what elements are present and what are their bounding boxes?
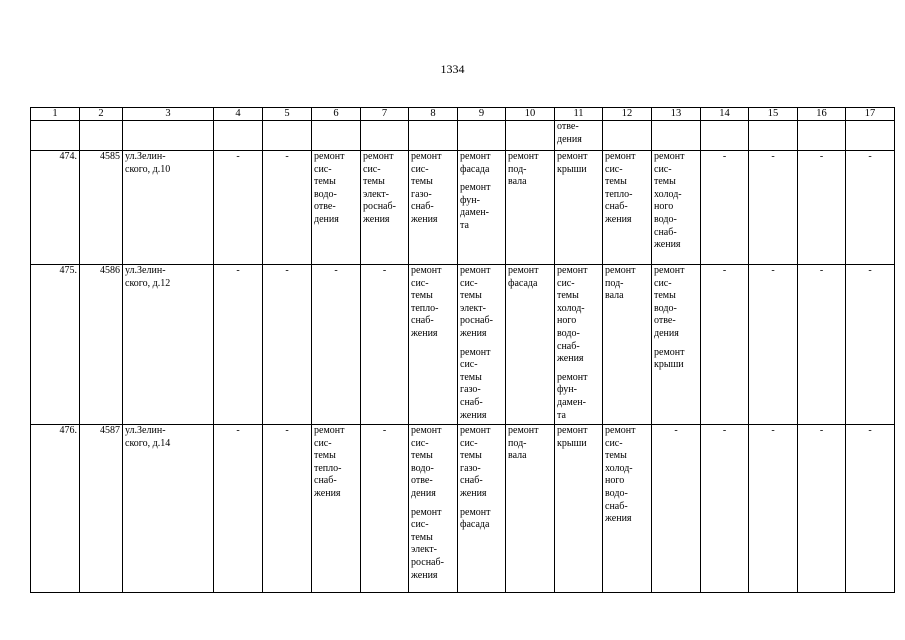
- continuation-cell-7: [361, 121, 409, 151]
- table-row: [31, 151, 895, 265]
- page-number: 1334: [440, 62, 465, 76]
- table-row: [31, 265, 895, 425]
- continuation-cell-5: [263, 121, 312, 151]
- continued-work-text: отве- дения: [557, 121, 582, 145]
- empty-cell-col-17: -: [846, 425, 895, 593]
- building-code: 4587: [80, 425, 123, 593]
- continuation-cell-6: [312, 121, 361, 151]
- work-cell-col-11: [555, 425, 603, 593]
- continuation-cell-16: [798, 121, 846, 151]
- work-item: ремонт сис- темы холод- ного водо- снаб- жения: [605, 425, 636, 525]
- work-item: ремонт сис- темы холод- ного водо- снаб- жения: [654, 151, 685, 251]
- work-item: ремонт сис- темы тепло- снаб- жения: [605, 151, 636, 225]
- work-cell-col-9: [458, 425, 506, 593]
- work-cell-col-11: [555, 151, 603, 265]
- column-header-4: 4: [214, 108, 263, 121]
- empty-cell-col-6: -: [312, 265, 361, 425]
- empty-cell-col-5: -: [263, 425, 312, 593]
- column-header-15: 15: [749, 108, 798, 121]
- row-number: 476.: [31, 425, 80, 593]
- continuation-cell-12: [603, 121, 652, 151]
- work-cell-col-10: [506, 425, 555, 593]
- work-cell-col-6: [312, 151, 361, 265]
- continuation-cell-3: [123, 121, 214, 151]
- work-item: ремонт под- вала: [605, 265, 636, 302]
- column-number-row: [31, 108, 895, 121]
- work-item: ремонт под- вала: [508, 425, 539, 462]
- continuation-cell-13: [652, 121, 701, 151]
- work-item: ремонт крыши: [557, 151, 588, 175]
- work-cell-col-10: [506, 265, 555, 425]
- work-cell-col-6: [312, 425, 361, 593]
- work-item: ремонт сис- темы водо- отве- дения: [654, 265, 685, 339]
- continuation-cell-2: [80, 121, 123, 151]
- work-item: ремонт сис- темы элект- роснаб- жения: [363, 151, 396, 225]
- work-item: ремонт сис- темы водо- отве- дения: [314, 151, 345, 225]
- continuation-cell-17: [846, 121, 895, 151]
- work-cell-col-8: [409, 265, 458, 425]
- empty-cell-col-16: -: [798, 265, 846, 425]
- empty-cell-col-5: -: [263, 151, 312, 265]
- column-header-3: 3: [123, 108, 214, 121]
- continuation-cell-11: [555, 121, 603, 151]
- work-item: ремонт сис- темы элект- роснаб- жения: [460, 265, 493, 339]
- work-item: ремонт сис- темы элект- роснаб- жения: [411, 506, 444, 581]
- work-item: ремонт фасада: [460, 151, 491, 175]
- continuation-cell-1: [31, 121, 80, 151]
- work-cell-col-7: [361, 151, 409, 265]
- empty-cell-col-4: -: [214, 151, 263, 265]
- work-cell-col-13: [652, 265, 701, 425]
- work-cell-col-12: [603, 265, 652, 425]
- building-address: ул.Зелин- ского, д.14: [123, 425, 214, 593]
- table-row: [31, 425, 895, 593]
- work-cell-col-9: [458, 151, 506, 265]
- work-cell-col-11: [555, 265, 603, 425]
- work-item: ремонт фасада: [460, 506, 491, 531]
- building-code: 4586: [80, 265, 123, 425]
- work-cell-col-8: [409, 151, 458, 265]
- work-item: ремонт фасада: [508, 265, 539, 289]
- column-header-8: 8: [409, 108, 458, 121]
- column-header-5: 5: [263, 108, 312, 121]
- column-header-14: 14: [701, 108, 749, 121]
- work-item: ремонт крыши: [654, 346, 685, 371]
- empty-cell-col-14: -: [701, 151, 749, 265]
- empty-cell-col-14: -: [701, 425, 749, 593]
- continuation-row: [31, 121, 895, 151]
- building-address: ул.Зелин- ского, д.10: [123, 151, 214, 265]
- work-item: ремонт сис- темы газо- снаб- жения: [411, 151, 442, 225]
- column-header-1: 1: [31, 108, 80, 121]
- column-header-12: 12: [603, 108, 652, 121]
- continuation-cell-4: [214, 121, 263, 151]
- empty-cell-col-16: -: [798, 425, 846, 593]
- work-item: ремонт сис- темы тепло- снаб- жения: [411, 265, 442, 339]
- continuation-cell-15: [749, 121, 798, 151]
- empty-cell-col-16: -: [798, 151, 846, 265]
- work-item: ремонт крыши: [557, 425, 588, 449]
- work-item: ремонт фун- дамен- та: [557, 371, 588, 421]
- empty-cell-col-14: -: [701, 265, 749, 425]
- row-number: 474.: [31, 151, 80, 265]
- continuation-cell-10: [506, 121, 555, 151]
- column-header-10: 10: [506, 108, 555, 121]
- column-header-13: 13: [652, 108, 701, 121]
- work-item: ремонт сис- темы холод- ного водо- снаб- жения: [557, 265, 588, 365]
- work-cell-col-13: [652, 151, 701, 265]
- continuation-cell-8: [409, 121, 458, 151]
- work-cell-col-8: [409, 425, 458, 593]
- empty-cell-col-17: -: [846, 151, 895, 265]
- building-address: ул.Зелин- ского, д.12: [123, 265, 214, 425]
- empty-cell-col-13: -: [652, 425, 701, 593]
- column-header-2: 2: [80, 108, 123, 121]
- work-item: ремонт сис- темы тепло- снаб- жения: [314, 425, 345, 499]
- work-cell-col-12: [603, 151, 652, 265]
- work-item: ремонт сис- темы водо- отве- дения: [411, 425, 442, 499]
- empty-cell-col-4: -: [214, 425, 263, 593]
- work-item: ремонт сис- темы газо- снаб- жения: [460, 346, 491, 421]
- column-header-7: 7: [361, 108, 409, 121]
- empty-cell-col-4: -: [214, 265, 263, 425]
- empty-cell-col-15: -: [749, 265, 798, 425]
- continuation-cell-9: [458, 121, 506, 151]
- empty-cell-col-7: -: [361, 265, 409, 425]
- continuation-cell-14: [701, 121, 749, 151]
- work-item: ремонт под- вала: [508, 151, 539, 188]
- work-item: ремонт сис- темы газо- снаб- жения: [460, 425, 491, 499]
- column-header-6: 6: [312, 108, 361, 121]
- empty-cell-col-5: -: [263, 265, 312, 425]
- column-header-17: 17: [846, 108, 895, 121]
- row-number: 475.: [31, 265, 80, 425]
- empty-cell-col-7: -: [361, 425, 409, 593]
- column-header-11: 11: [555, 108, 603, 121]
- column-header-16: 16: [798, 108, 846, 121]
- empty-cell-col-17: -: [846, 265, 895, 425]
- work-cell-col-9: [458, 265, 506, 425]
- work-item: ремонт фун- дамен- та: [460, 182, 491, 231]
- building-code: 4585: [80, 151, 123, 265]
- repair-schedule-table: [30, 107, 895, 593]
- column-header-9: 9: [458, 108, 506, 121]
- work-cell-col-12: [603, 425, 652, 593]
- empty-cell-col-15: -: [749, 425, 798, 593]
- empty-cell-col-15: -: [749, 151, 798, 265]
- work-cell-col-10: [506, 151, 555, 265]
